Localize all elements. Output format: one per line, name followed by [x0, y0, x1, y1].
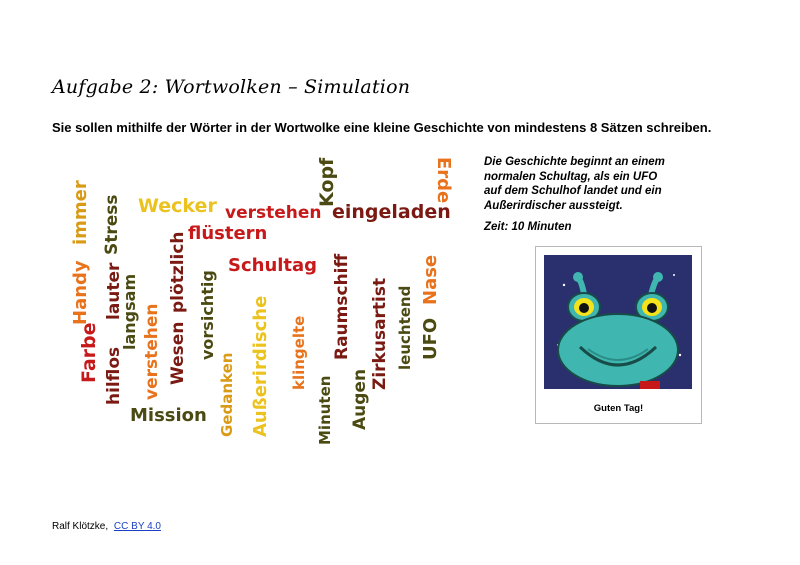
word-ploetzlich: plötzlich [168, 231, 188, 313]
figure-caption: Guten Tag! [593, 403, 644, 414]
word-fluestern: flüstern [188, 223, 268, 244]
story-prompt [484, 155, 734, 235]
page-title: Aufgabe 2: Wortwolken – Simulation [52, 76, 411, 98]
word-raumschiff: Raumschiff [332, 253, 352, 360]
word-stress: Stress [102, 194, 122, 255]
word-hilflos: hilflos [104, 346, 124, 405]
author-name: Ralf Klötzke, [52, 521, 109, 532]
word-nase: Nase [420, 254, 441, 305]
footer-credit [52, 521, 161, 532]
word-augen: Augen [350, 368, 370, 430]
task-instruction: Sie sollen mithilfe der Wörter in der Wortwolke eine kleine Geschichte von mindestens 8 Sätzen schreiben. [52, 120, 712, 135]
license-link[interactable]: CC BY 4.0 [113, 521, 161, 532]
story-line: Außerirdischer aussteigt. [484, 199, 623, 212]
word-planeten: verstehen [142, 303, 162, 400]
word-wesen: Wesen [168, 321, 188, 385]
word-klingelte: klingelte [290, 315, 308, 390]
word-handy: Handy [70, 260, 91, 325]
word-ausserirdische: Außerirdische [250, 295, 271, 437]
word-verstehen-h: verstehen [225, 203, 322, 223]
story-line: normalen Schultag, als ein UFO [484, 170, 658, 183]
word-erde: Erde [433, 157, 454, 204]
word-langsam: langsam [120, 273, 139, 350]
alien-illustration [544, 255, 692, 395]
word-mission: Mission [130, 405, 207, 426]
alien-figure [535, 246, 702, 424]
time-limit: Zeit: 10 Minuten [484, 221, 572, 233]
word-schultag: Schultag [228, 255, 318, 276]
word-lauter: lauter [104, 262, 124, 320]
word-farbe: Farbe [78, 322, 100, 383]
word-minuten: Minuten [316, 375, 334, 445]
story-line: auf dem Schulhof landet und ein [484, 185, 662, 197]
word-kopf: Kopf [316, 157, 338, 207]
word-cloud [60, 145, 460, 465]
story-line: Die Geschichte beginnt an einem [484, 156, 665, 168]
word-immer: immer [70, 180, 91, 245]
word-zirkusartist: Zirkusartist [370, 277, 390, 390]
word-wecker: Wecker [138, 195, 217, 217]
word-leuchtend: leuchtend [396, 285, 414, 370]
word-eingeladen: eingeladen [332, 201, 451, 223]
word-gedanken: Gedanken [218, 352, 236, 437]
word-ufo: UFO [420, 317, 441, 360]
word-vorsichtig: vorsichtig [198, 270, 217, 360]
